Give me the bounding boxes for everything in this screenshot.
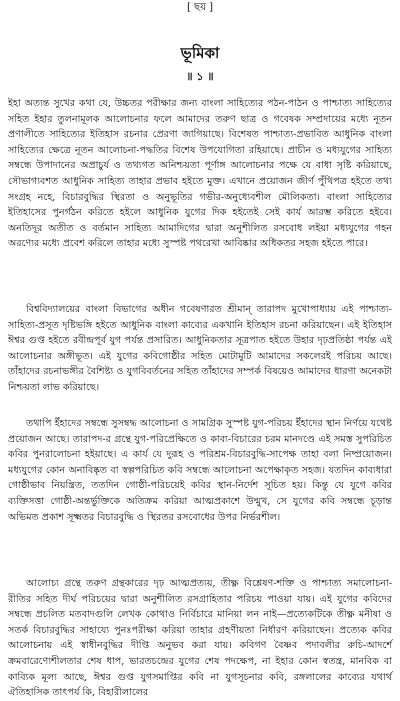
- body-paragraph: আলোচ্য গ্রন্থে তরুণ গ্রন্থকারের দৃঢ় আত্মপ্রত্যয়, তীক্ষ্ণ বিশ্লেষণ-শক্তি ও পাশ্চাত্য সমালোচনা-রীতির সহিত দীর্ঘ পরিচয়ের দ্বারা অনুশীলিত রসগ্রাহিতার পরিচয় পাওয়া যায়। এই যুগের কবিদের সম্বন্ধে প্রচলিত মতবাদগুলি লেখক কোথাও নির্বিচারে মানিয়া লন নাই—প্রত্যেকটিকে তীক্ষ্ণ মনীষা ও সতর্ক বিচারবুদ্ধির সাহায্যে পুনঃপরীক্ষা করিয়া তাহার গ্রহণীয়তা নির্ধারণ করিয়াছেন। প্রত্যেক কবির আলোচনায় এই স্বাধীনবুদ্ধির দীপ্তি অনুভব করা যায়। কবিগণ বৈষ্ণব পদাবলীর রুচি-আদর্শে ক্রমবারেণ্যেশীলতার শেষ ধাপ, ভারতচন্দ্রের যুগের শেষ পদক্ষেপ, না ইহার কোন স্বতন্ত্র, মানবিক বা কাব্যিক মূল্য আছে, ঈশ্বর গুপ্ত যুগসমাপ্তির কবি না যুগসূচনার কবি, রঙ্গলালের কাব্যের যথার্থ ঐতিহাসিক তাৎপর্য কি, বিহারীলালের: [8, 578, 392, 699]
- page-number: [ ছয় ]: [186, 2, 214, 13]
- body-paragraph: বিশ্ববিদ্যালয়ের বাংলা বিভাগের অধীন গবেষণারত শ্রীমান্‌ তারাপদ মুখোপাধ্যায় এই পাশ্চাত্য-সাহিত্য-প্রসূত দৃষ্টিভঙ্গি হইতে আধুনিক বাংলা কাব্যের একখানি ইতিহাস রচনা করিয়াছেন। এই ইতিহাস ঈশ্বর গুপ্ত হইতে রবীন্দ্রপূর্ব যুগ পর্যন্ত প্রসারিত। আধুনিকতার সূত্রপাত হইতে উহার দৃঢ়প্রতিষ্ঠা পর্যন্ত এই আলোচনার অঙ্গীভূত। এই যুগের কবিগোষ্ঠীর সহিত মোটামুটি আমাদের সকলেরই পরিচয় আছে। তাঁহাদের রচনাভঙ্গীর বৈশিষ্ট্য ও যুগবিবর্তনের সহিত তাঁহাদের সম্পর্ক বিষয়েও আমাদের ধারণা অনেকটা নিশ্চয়তা লাভ করিয়াছে।: [8, 304, 392, 393]
- body-paragraph: ইহা অত্যন্ত সুখের কথা যে, উচ্চতর পরীক্ষার জন্য বাংলা সাহিত্যের পঠন-পাঠন ও পাশ্চাত্য সাহিত্যের সহিত ইহার তুলনামূলক আলোচনার ফলে আমাদের তরুণ ছাত্র ও গবেষক সম্প্রদায়ের মধ্যে নূতন প্রণালীতে সাহিত্যের ইতিহাস রচনার প্রেরণা জাগিয়াছে। বিশেষত পাশ্চাত্য-প্রভাবিত আধুনিক বাংলা সাহিত্যের ক্ষেত্রে নূতন আলোচনা-পদ্ধতির বিশেষ উপযোগিতা রহিয়াছে। প্রাচীন ও মধ্যযুগের সাহিত্য সম্বন্ধে উপাদানের অপ্রাচুর্য ও তথ্যগত অনিশ্চয়তা পূর্ণাঙ্গ আলোচনার পক্ষে যে বাধা সৃষ্টি করিয়াছে, সৌভাগ্যবশত আধুনিক সাহিত্য তাহার প্রভাব হইতে মুক্ত। এখানে প্রয়োজন জীর্ণ পুঁথিপত্র হইতে তথ্য সংগ্রহ নহে, বিচারবুদ্ধির স্থিরতা ও অনুভূতির গভীর-অনুধ্যেবশীল মৌলিকতা। বাংলা সাহিত্যের ইতিহাসের পুনর্গঠন করিতে হইলে আধুনিক যুগের দিক হইতেই সেই কার্য আরম্ভ করিতে হইবে। অনতিদূর অতীত ও বর্তমান সাহিত্য আমাদিগের দ্বারা অনুশীলিত রসবোধ লইয়া মধ্যযুগের গহন অরণ্যের মধ্যে প্রবেশ করিলে তাহার মধ্যে সুস্পষ্ট পথরেখা আবিষ্কার অধিকতর সহজ হইতে পারে।: [8, 98, 392, 250]
- page-title: ভূমিকা: [180, 44, 220, 62]
- body-paragraph: তথাপি ইঁহাদের সম্বন্ধে সুসম্বদ্ধ আলোচনা ও সামগ্রিক সুস্পষ্ট যুগ-পরিচয় ইঁহাদের স্থান নির্ণয়ে যথেষ্ট প্রয়োজন আছে। তারাপদ-র গ্রন্থে যুগ-পরিপ্রেক্ষিতে ও কাব্য-বিচারের চরম মানদণ্ডে এই সমস্ত সুপরিচিত কবির পুনরালোচনা হইয়াছে। এ কার্য যে দুরূহ ও পরিশ্রম-বিচারবুদ্ধি-সাপেক্ষ তাহা বলা নিষ্প্রয়োজন। মধ্যযুগের কোন অনাবিষ্কৃত বা স্বল্পপরিচিত কবি সম্বন্ধে আলোচনা অপেক্ষাকৃত সহজ। যতদিন কাব্যধারা গোষ্ঠীভাব নিয়ন্ত্রিত, ততদিন গোষ্ঠী-পরিচয়েই কবির স্থান-নির্দেশ সূচিত হয়। কিন্তু যে যুগে কবির ব্যক্তিসত্তা গোষ্ঠী-অন্তর্ভুক্তিকে অতিক্রম করিয়া আত্মপ্রকাশে উন্মুখ, সে যুগের কবি সম্বন্ধে চূড়ান্ত অভিমত প্রকাশ সূক্ষ্মতর বিচারবুদ্ধি ও স্থিরতর রসবোধের উপর নির্ভরশীল।: [8, 418, 392, 523]
- section-marker: ॥ ১ ॥: [186, 70, 214, 83]
